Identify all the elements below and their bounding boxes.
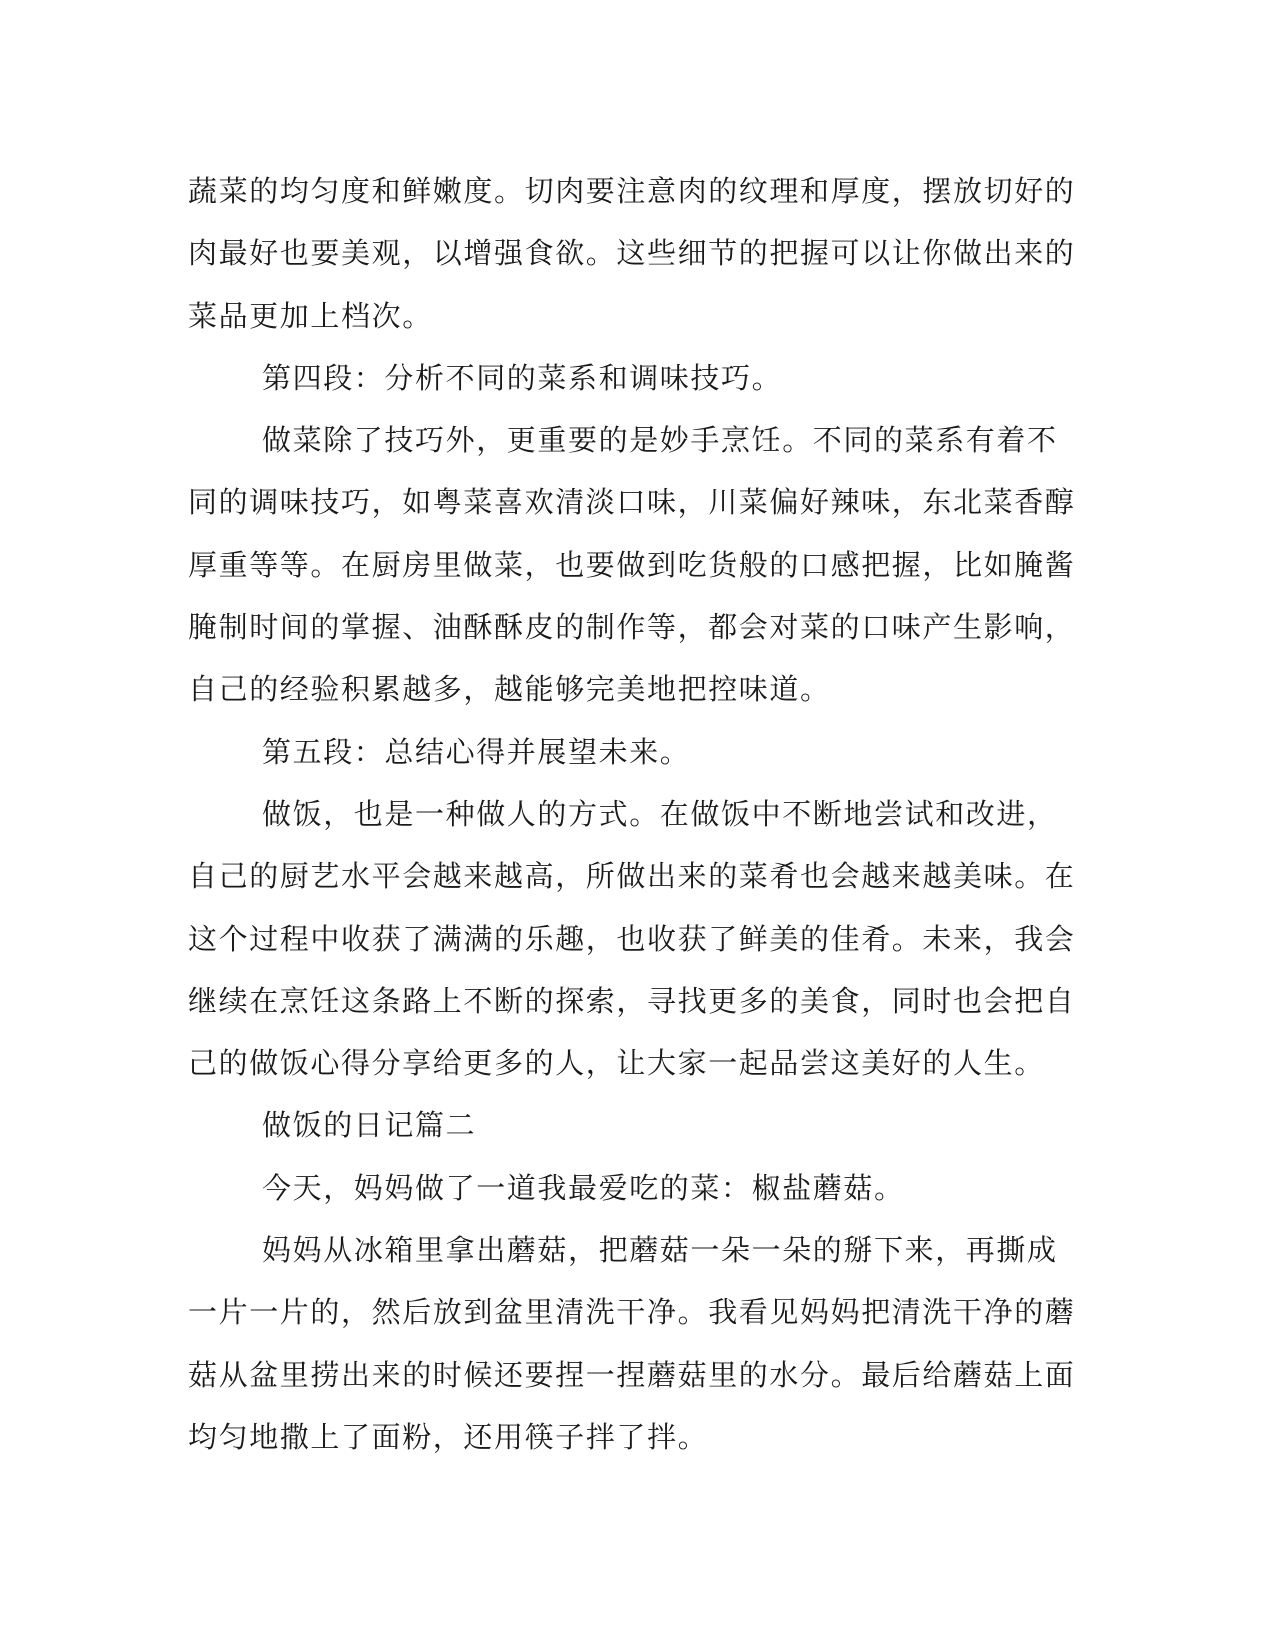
diary-2-paragraph: 妈妈从冰箱里拿出蘑菇，把蘑菇一朵一朵的掰下来，再撕成一片一片的，然后放到盆里清洗干净。我看见妈妈把清洗干净的蘑菇从盆里捞出来的时候还要捏一捏蘑菇里的水分。最后给蘑菇上面均匀地撒上了面粉，还用筷子拌了拌。 <box>188 1233 1076 1454</box>
diary-2-intro: 今天，妈妈做了一道我最爱吃的菜：椒盐蘑菇。 <box>262 1170 905 1205</box>
section-4-heading: 第四段：分析不同的菜系和调味技巧。 <box>262 360 783 395</box>
document-body <box>188 160 1078 1468</box>
section-5-paragraph: 做饭，也是一种做人的方式。在做饭中不断地尝试和改进，自己的厨艺水平会越来越高，所做出来的菜肴也会越来越美味。在这个过程中收获了满满的乐趣，也收获了鲜美的佳肴。未来，我会继续在烹饪这条路上不断的探索，寻找更多的美食，同时也会把自己的做饭心得分享给更多的人，让大家一起品尝这美好的人生。 <box>188 796 1076 1081</box>
diary-2-title: 做饭的日记篇二 <box>262 1108 477 1143</box>
paragraph-continuation: 蔬菜的均匀度和鲜嫩度。切肉要注意肉的纹理和厚度，摆放切好的肉最好也要美观，以增强食欲。这些细节的把握可以让你做出来的菜品更加上档次。 <box>188 174 1076 333</box>
section-4-paragraph: 做菜除了技巧外，更重要的是妙手烹饪。不同的菜系有着不同的调味技巧，如粤菜喜欢清淡口味，川菜偏好辣味，东北菜香醇厚重等等。在厨房里做菜，也要做到吃货般的口感把握，比如腌酱腌制时间的掌握、油酥酥皮的制作等，都会对菜的口味产生影响，自己的经验积累越多，越能够完美地把控味道。 <box>188 423 1076 707</box>
section-5-heading: 第五段：总结心得并展望未来。 <box>262 734 691 769</box>
